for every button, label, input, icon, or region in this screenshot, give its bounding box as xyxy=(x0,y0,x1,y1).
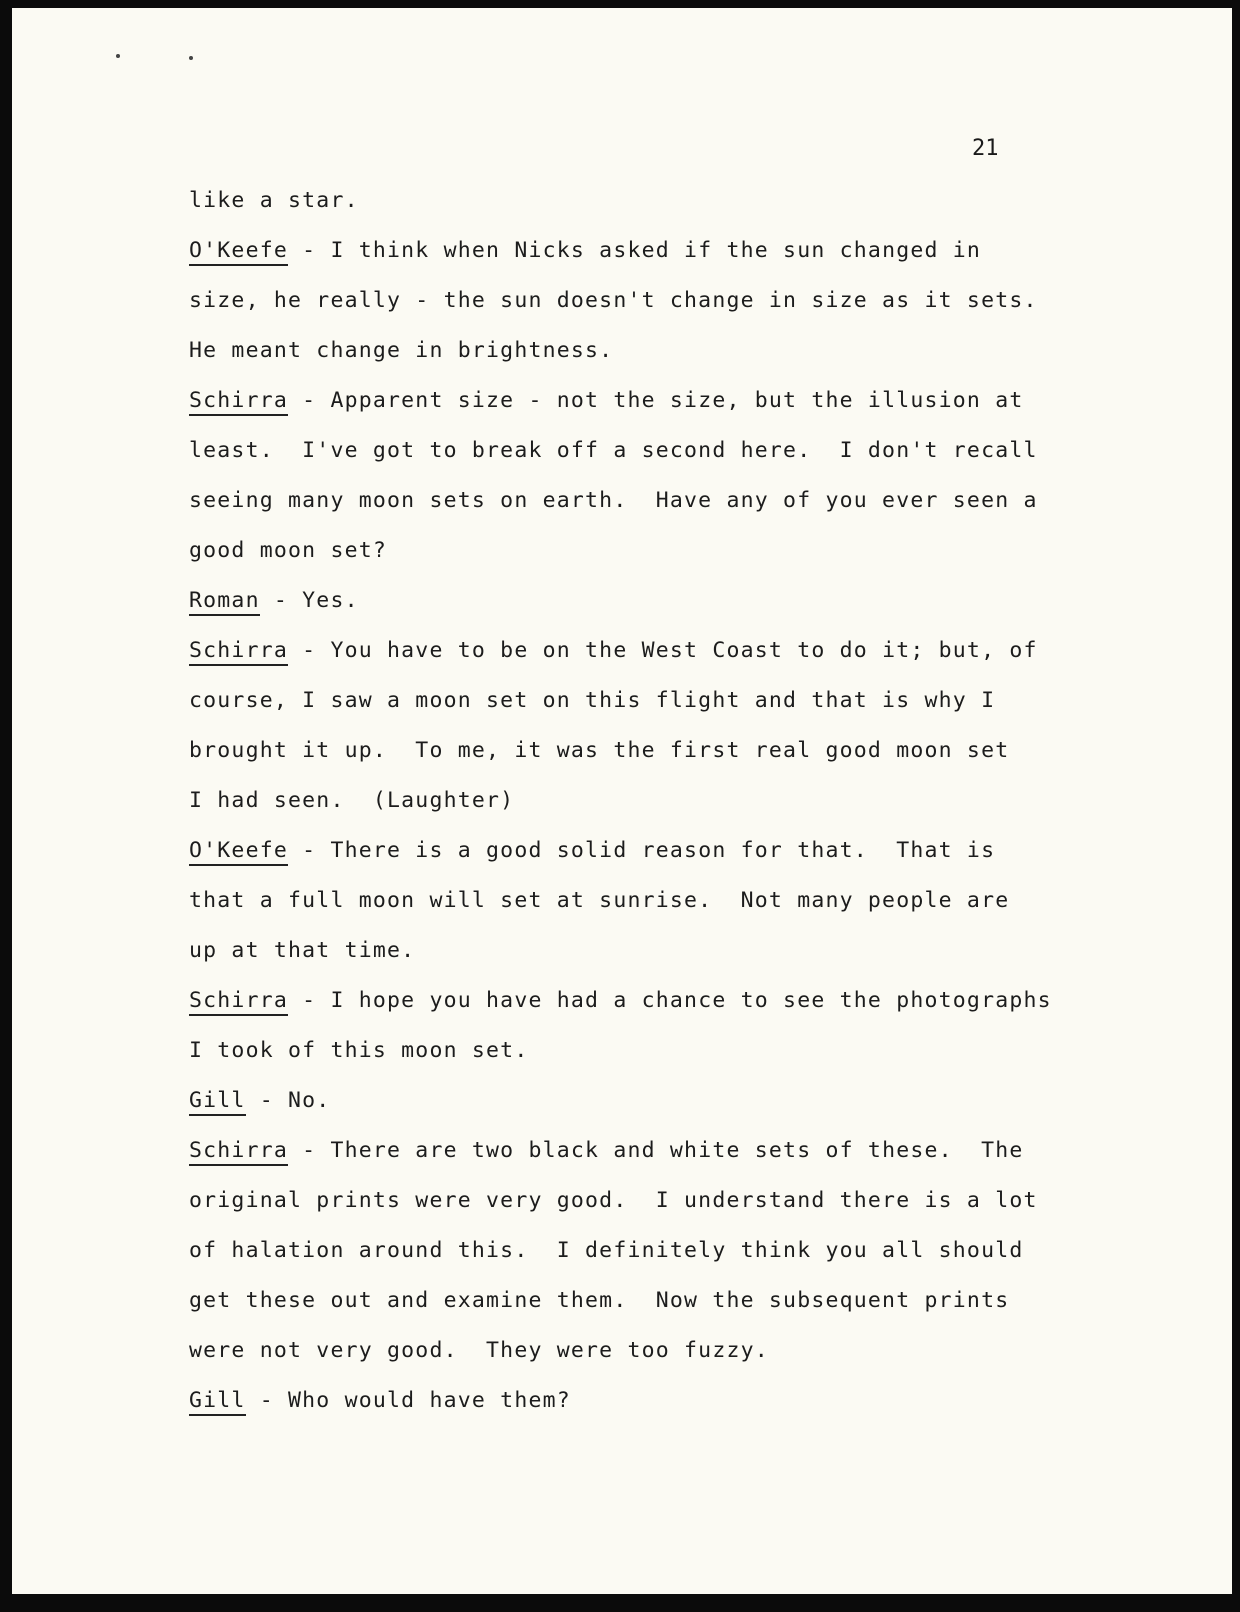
speaker-name: Gill xyxy=(189,1088,246,1116)
transcript-line xyxy=(189,382,1139,432)
line-text: least. I've got to break off a second here. I don't recall xyxy=(189,438,1038,463)
transcript-line xyxy=(189,1282,1139,1332)
transcript-line xyxy=(189,1182,1139,1232)
line-text: seeing many moon sets on earth. Have any of you ever seen a xyxy=(189,488,1038,513)
line-text: I had seen. (Laughter) xyxy=(189,788,515,813)
line-text: - You have to be on the West Coast to do it; but, of xyxy=(288,638,1038,663)
transcript-line xyxy=(189,932,1139,982)
transcript-line xyxy=(189,1082,1139,1132)
transcript-line xyxy=(189,282,1139,332)
transcript-line xyxy=(189,432,1139,482)
scan-speck xyxy=(116,54,120,58)
transcript-line xyxy=(189,532,1139,582)
transcript-line xyxy=(189,1382,1139,1432)
line-text: like a star. xyxy=(189,188,359,213)
line-text: - There is a good solid reason for that. That is xyxy=(288,838,996,863)
transcript-line xyxy=(189,332,1139,382)
speaker-name: O'Keefe xyxy=(189,838,288,866)
speaker-name: Schirra xyxy=(189,1138,288,1166)
line-text: get these out and examine them. Now the subsequent prints xyxy=(189,1288,1010,1313)
line-text: - Yes. xyxy=(259,588,359,613)
line-text: course, I saw a moon set on this flight and that is why I xyxy=(189,688,996,713)
line-text: - No. xyxy=(245,1088,331,1113)
transcript-line xyxy=(189,232,1139,282)
transcript-line xyxy=(189,832,1139,882)
line-text: I took of this moon set. xyxy=(189,1038,529,1063)
transcript-line xyxy=(189,182,1139,232)
line-text: size, he really - the sun doesn't change in size as it sets. xyxy=(189,288,1038,313)
line-text: - Apparent size - not the size, but the illusion at xyxy=(288,388,1024,413)
line-text: - There are two black and white sets of these. The xyxy=(288,1138,1024,1163)
transcript-line xyxy=(189,732,1139,782)
line-text: - I think when Nicks asked if the sun changed in xyxy=(288,238,982,263)
transcript-line xyxy=(189,882,1139,932)
transcript-line xyxy=(189,582,1139,632)
transcript-line xyxy=(189,682,1139,732)
line-text: - I hope you have had a chance to see the photographs xyxy=(288,988,1052,1013)
line-text: of halation around this. I definitely think you all should xyxy=(189,1238,1024,1263)
speaker-name: O'Keefe xyxy=(189,238,288,266)
line-text: that a full moon will set at sunrise. Not many people are xyxy=(189,888,1010,913)
line-text: were not very good. They were too fuzzy. xyxy=(189,1338,769,1363)
transcript-line xyxy=(189,1332,1139,1382)
speaker-name: Gill xyxy=(189,1388,246,1416)
line-text: - Who would have them? xyxy=(245,1388,571,1413)
line-text: good moon set? xyxy=(189,538,388,563)
line-text: original prints were very good. I understand there is a lot xyxy=(189,1188,1038,1213)
speaker-name: Schirra xyxy=(189,638,288,666)
transcript-line xyxy=(189,482,1139,532)
speaker-name: Schirra xyxy=(189,988,288,1016)
transcript-line xyxy=(189,782,1139,832)
line-text: brought it up. To me, it was the first real good moon set xyxy=(189,738,1010,763)
page-number: 21 xyxy=(972,136,999,161)
line-text: He meant change in brightness. xyxy=(189,338,614,363)
line-text: up at that time. xyxy=(189,938,416,963)
speaker-name: Roman xyxy=(189,588,260,616)
scan-speck xyxy=(189,56,193,60)
transcript-line xyxy=(189,1132,1139,1182)
transcript-body xyxy=(189,182,1139,1432)
speaker-name: Schirra xyxy=(189,388,288,416)
transcript-line xyxy=(189,1032,1139,1082)
transcript-line xyxy=(189,632,1139,682)
transcript-line xyxy=(189,982,1139,1032)
transcript-line xyxy=(189,1232,1139,1282)
